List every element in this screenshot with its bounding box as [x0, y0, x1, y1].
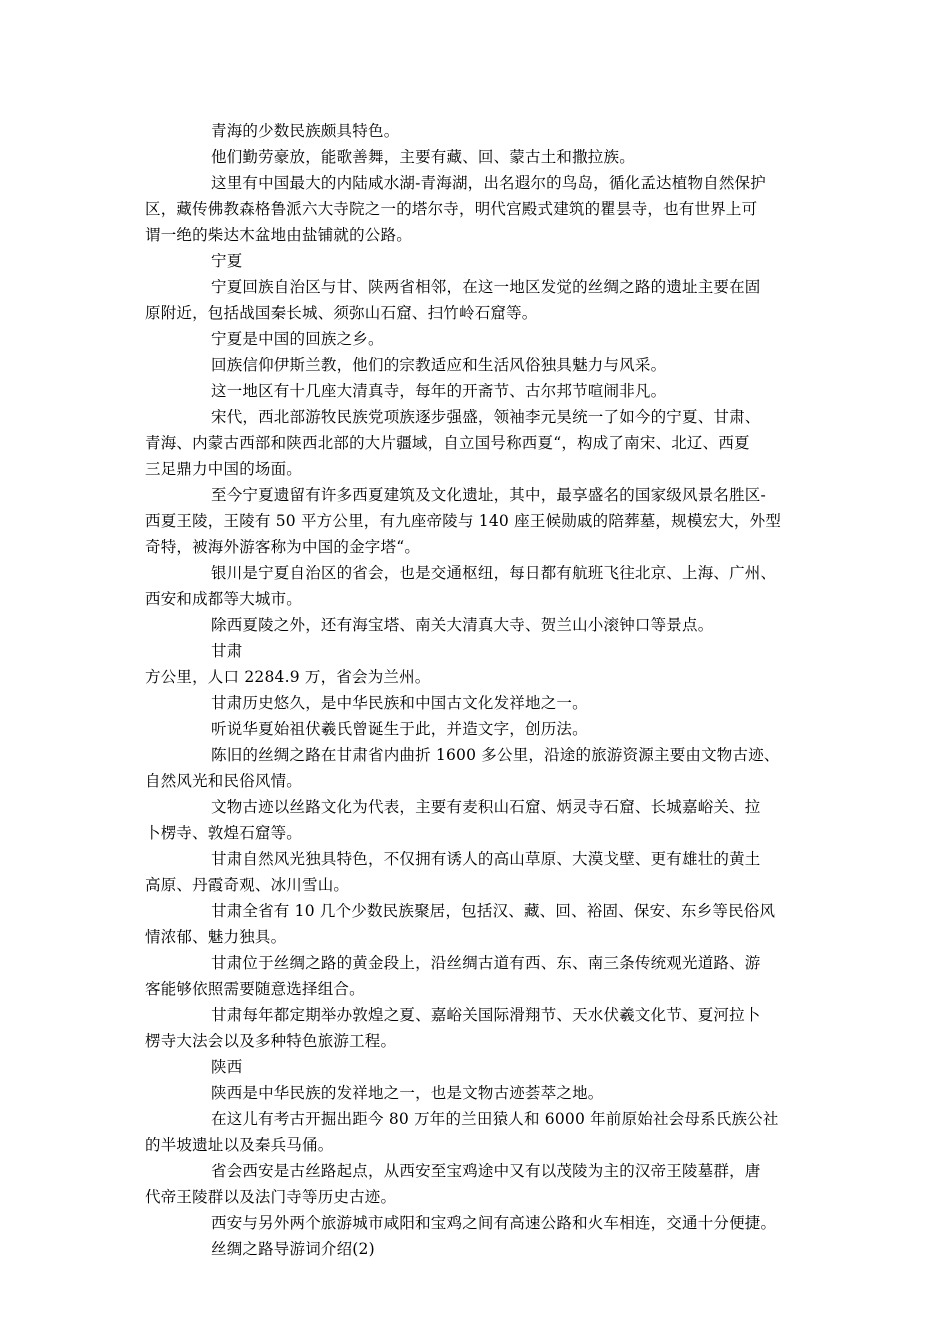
text-line: 甘肃自然风光独具特色，不仅拥有诱人的高山草原、大漠戈壁、更有雄壮的黄土: [211, 850, 761, 868]
text-line: 回族信仰伊斯兰教，他们的宗教适应和生活风俗独具魅力与风采。: [211, 356, 667, 374]
text-line: 西安与另外两个旅游城市咸阳和宝鸡之间有高速公路和火车相连，交通十分便捷。: [211, 1214, 777, 1232]
text-line: 陕西是中华民族的发祥地之一，也是文物古迹荟萃之地。: [211, 1084, 604, 1102]
document-page: [145, 118, 815, 1262]
text-line: 方公里，人口 2284.9 万，省会为兰州。: [145, 668, 431, 686]
text-line: 甘肃: [211, 642, 243, 660]
text-line: 区，藏传佛教森格鲁派六大寺院之一的塔尔寺，明代宫殿式建筑的瞿昙寺，也有世界上可: [145, 200, 758, 218]
text-line: 高原、丹霞奇观、冰川雪山。: [145, 876, 350, 894]
text-line: 省会西安是古丝路起点，从西安至宝鸡途中又有以茂陵为主的汉帝王陵墓群，唐: [211, 1162, 761, 1180]
text-line: 在这儿有考古开掘出距今 80 万年的兰田猿人和 6000 年前原始社会母系氏族公社: [211, 1110, 779, 1128]
text-line: 宋代，西北部游牧民族党项族逐步强盛，领袖李元昊统一了如今的宁夏、甘肃、: [211, 408, 761, 426]
text-line: 宁夏: [211, 252, 243, 270]
text-line: 甘肃每年都定期举办敦煌之夏、嘉峪关国际滑翔节、天水伏羲文化节、夏河拉卜: [211, 1006, 761, 1024]
text-line: 他们勤劳豪放，能歌善舞，主要有藏、回、蒙古土和撒拉族。: [211, 148, 635, 166]
text-line: 奇特，被海外游客称为中国的金字塔“。: [145, 538, 421, 556]
text-line: 甘肃位于丝绸之路的黄金段上，沿丝绸古道有西、东、南三条传统观光道路、游: [211, 954, 761, 972]
text-line: 陕西: [211, 1058, 243, 1076]
text-line: 甘肃全省有 10 几个少数民族聚居，包括汉、藏、回、裕固、保安、东乡等民俗风: [211, 902, 776, 920]
text-line: 听说华夏始祖伏羲氏曾诞生于此，并造文字，创历法。: [211, 720, 588, 738]
text-line: 丝绸之路导游词介绍(2): [211, 1240, 375, 1258]
text-line: 自然风光和民俗风情。: [145, 772, 303, 790]
text-line: 陈旧的丝绸之路在甘肃省内曲折 1600 多公里，沿途的旅游资源主要由文物古迹、: [211, 746, 780, 764]
text-line: 宁夏是中国的回族之乡。: [211, 330, 384, 348]
text-line: 这里有中国最大的内陆咸水湖-青海湖，出名遐尔的鸟岛，循化孟达植物自然保护: [211, 174, 766, 192]
text-line: 至今宁夏遗留有许多西夏建筑及文化遗址，其中，最享盛名的国家级风景名胜区-: [211, 486, 766, 504]
text-line: 这一地区有十几座大清真寺，每年的开斋节、古尔邦节喧闹非凡。: [211, 382, 667, 400]
text-line: 青海、内蒙古西部和陕西北部的大片疆域，自立国号称西夏“，构成了南宋、北辽、西夏: [145, 434, 750, 452]
text-line: 文物古迹以丝路文化为代表，主要有麦积山石窟、炳灵寺石窟、长城嘉峪关、拉: [211, 798, 761, 816]
text-line: 宁夏回族自治区与甘、陕两省相邻，在这一地区发觉的丝绸之路的遗址主要在固: [211, 278, 761, 296]
text-line: 除西夏陵之外，还有海宝塔、南关大清真大寺、贺兰山小滚钟口等景点。: [211, 616, 714, 634]
text-line: 的半坡遗址以及秦兵马俑。: [145, 1136, 334, 1154]
text-line: 楞寺大法会以及多种特色旅游工程。: [145, 1032, 397, 1050]
text-line: 西夏王陵，王陵有 50 平方公里，有九座帝陵与 140 座王候勋戚的陪葬墓，规模宏大，外型: [145, 512, 782, 530]
text-line: 代帝王陵群以及法门寺等历史古迹。: [145, 1188, 397, 1206]
text-line: 客能够依照需要随意选择组合。: [145, 980, 365, 998]
text-line: 青海的少数民族颇具特色。: [211, 122, 400, 140]
text-line: 卜楞寺、敦煌石窟等。: [145, 824, 303, 842]
text-line: 西安和成都等大城市。: [145, 590, 303, 608]
text-line: 情浓郁、魅力独具。: [145, 928, 287, 946]
text-line: 银川是宁夏自治区的省会，也是交通枢纽，每日都有航班飞往北京、上海、广州、: [211, 564, 777, 582]
text-line: 甘肃历史悠久，是中华民族和中国古文化发祥地之一。: [211, 694, 588, 712]
text-line: 原附近，包括战国秦长城、须弥山石窟、扫竹岭石窟等。: [145, 304, 538, 322]
text-line: 三足鼎力中国的场面。: [145, 460, 303, 478]
text-line: 谓一绝的柴达木盆地由盐铺就的公路。: [145, 226, 412, 244]
